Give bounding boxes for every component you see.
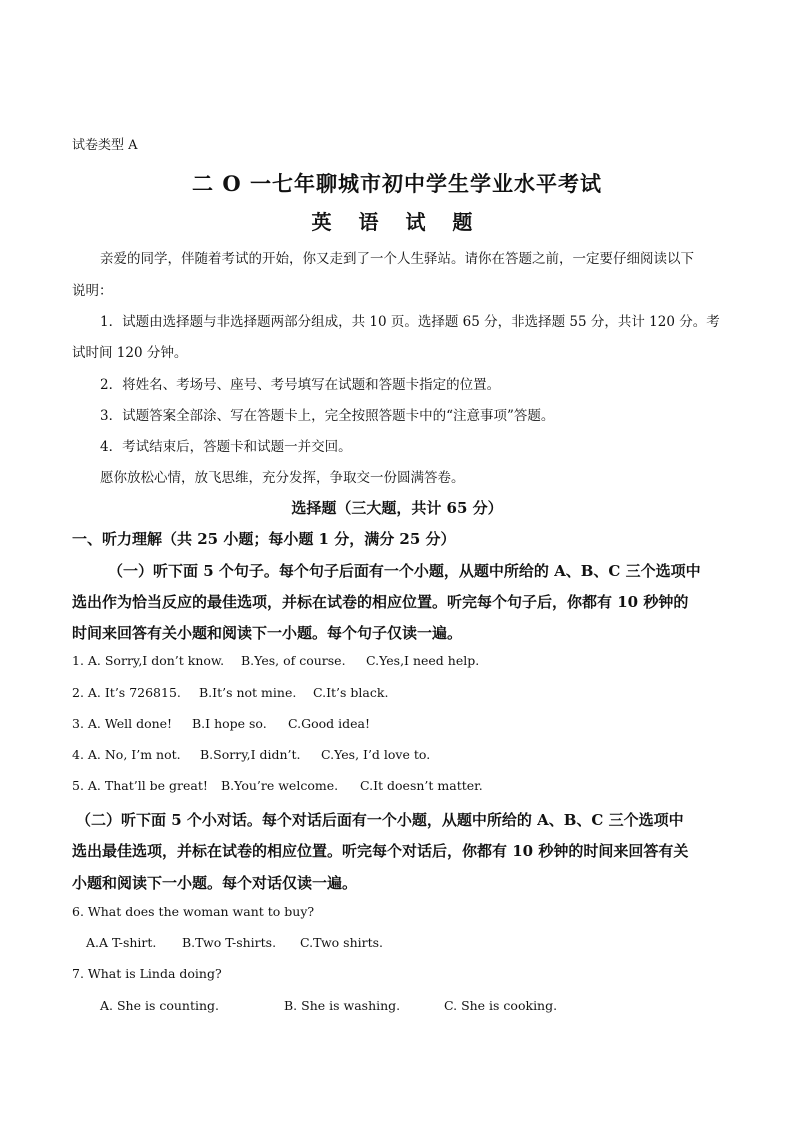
option-a: 3. A. Well done!: [72, 716, 173, 731]
intro-closing: 愿你放松心情，放飞思维，充分发挥，争取交一份圆满答卷。: [100, 470, 465, 486]
question-stem: 6. What does the woman want to buy?: [72, 904, 315, 919]
intro-line: 说明：: [72, 283, 113, 299]
paper-type-label: 试卷类型 A: [72, 138, 138, 153]
part-title: 一、听力理解（共 25 小题；每小题 1 分，满分 25 分）: [72, 530, 456, 548]
question-stem: 7. What is Linda doing?: [72, 966, 222, 981]
intro-item: 2．将姓名、考场号、座号、考号填写在试题和答题卡指定的位置。: [100, 377, 501, 393]
intro-item: 3．试题答案全部涂、写在答题卡上，完全按照答题卡中的“注意事项”答题。: [100, 408, 555, 424]
option-a: 4. A. No, I’m not.: [72, 747, 181, 762]
option-b: B.Sorry,I didn’t.: [200, 747, 301, 762]
sub-instruction-line: （二）听下面 5 个小对话。每个对话后面有一个小题，从题中所给的 A、B、C 三个选项中: [76, 811, 684, 829]
sub-instruction-line: 小题和阅读下一小题。每个对话仅读一遍。: [72, 874, 358, 892]
option-b: B.You’re welcome.: [221, 778, 339, 793]
option-c: C.It doesn’t matter.: [360, 778, 483, 793]
intro-item: 1．试题由选择题与非选择题两部分组成，共 10 页。选择题 65 分，非选择题 55 分，共计 120 分。考: [100, 314, 720, 330]
option-c: C.It’s black.: [313, 685, 389, 700]
option-a: 5. A. That’ll be great!: [72, 778, 208, 793]
section-heading: 选择题（三大题，共计 65 分）: [291, 499, 503, 517]
intro-item: 4．考试结束后，答题卡和试题一并交回。: [100, 439, 352, 455]
option-b: B.Two T-shirts.: [182, 935, 277, 950]
option-b: B.Yes, of course.: [241, 653, 346, 668]
intro-line: 亲爱的同学，伴随着考试的开始，你又走到了一个人生驿站。请你在答题之前，一定要仔细阅读以下: [100, 251, 694, 267]
option-b: B.It’s not mine.: [199, 685, 297, 700]
option-c: C.Good idea!: [288, 716, 370, 731]
option-b: B. She is washing.: [284, 998, 401, 1013]
exam-subtitle: 英 语 试 题: [311, 210, 483, 234]
option-c: C.Yes, I’d love to.: [321, 747, 431, 762]
intro-item: 试时间 120 分钟。: [72, 345, 188, 361]
exam-title: 二 O 一七年聊城市初中学生学业水平考试: [192, 171, 602, 196]
sub-instruction-line: （一）听下面 5 个句子。每个句子后面有一个小题，从题中所给的 A、B、C 三个选项中: [108, 562, 701, 580]
option-a: 2. A. It’s 726815.: [72, 685, 181, 700]
option-a: 1. A. Sorry,I don’t know.: [72, 653, 225, 668]
option-c: C.Yes,I need help.: [366, 653, 480, 668]
option-b: B.I hope so.: [192, 716, 267, 731]
option-c: C.Two shirts.: [300, 935, 384, 950]
sub-instruction-line: 选出作为恰当反应的最佳选项，并标在试卷的相应位置。听完每个句子后，你都有 10 秒钟的: [72, 593, 689, 611]
option-c: C. She is cooking.: [444, 998, 558, 1013]
sub-instruction-line: 选出最佳选项，并标在试卷的相应位置。听完每个对话后，你都有 10 秒钟的时间来回答有关: [72, 842, 689, 860]
option-a: A.A T-shirt.: [86, 935, 157, 950]
sub-instruction-line: 时间来回答有关小题和阅读下一小题。每个句子仅读一遍。: [72, 624, 463, 642]
option-a: A. She is counting.: [100, 998, 220, 1013]
